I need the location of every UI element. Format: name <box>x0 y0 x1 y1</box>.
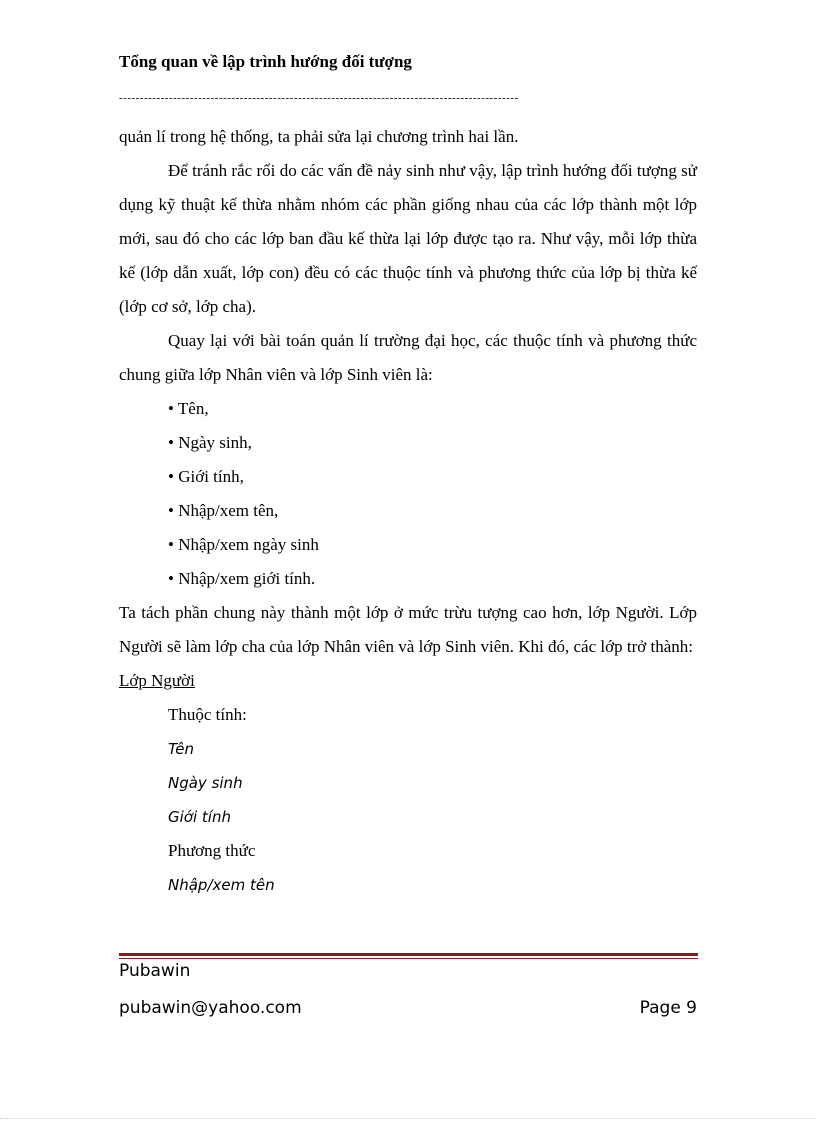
page-edge-divider <box>0 1118 816 1119</box>
footer-rule <box>119 953 698 959</box>
methods-label: Phương thức <box>168 841 256 860</box>
body-content <box>119 120 697 902</box>
bullet-item: • Nhập/xem giới tính. <box>168 569 316 588</box>
attribute-item: Ngày sinh <box>168 774 243 792</box>
bullet-item: • Nhập/xem ngày sinh <box>168 535 319 554</box>
method-item: Nhập/xem tên <box>168 876 275 894</box>
header-dashed-rule: ------------------------------------------------------------------------------------------------ <box>119 92 519 104</box>
page-number: Page 9 <box>639 998 697 1018</box>
paragraph-2: Để tránh rắc rối do các vấn đề nảy sinh như vậy, lập trình hướng đối tượng sử dụng kỹ thuật kế thừa nhằm nhóm các phần giống nhau của các lớp thành một lớp mới, sau đó cho các lớp ban đầu kế thừa lại lớp được tạo ra. Như vậy, mỗi lớp thừa kế (lớp dẫn xuất, lớp con) đều có các thuộc tính và phương thức của lớp bị thừa kế (lớp cơ sở, lớp cha). <box>119 161 697 316</box>
attribute-item: Tên <box>168 740 195 758</box>
footer-email: pubawin@yahoo.com <box>119 998 302 1018</box>
attributes-label: Thuộc tính: <box>168 705 247 724</box>
bullet-item: • Nhập/xem tên, <box>168 501 279 520</box>
paragraph-3: Quay lại với bài toán quản lí trường đại học, các thuộc tính và phương thức chung giữa lớp Nhân viên và lớp Sinh viên là: <box>119 331 697 384</box>
bullet-item: • Ngày sinh, <box>168 433 252 452</box>
paragraph-4: Ta tách phần chung này thành một lớp ở mức trừu tượng cao hơn, lớp Người. Lớp Người sẽ làm lớp cha của lớp Nhân viên và lớp Sinh viên. Khi đó, các lớp trở thành: <box>119 603 697 656</box>
footer-author: Pubawin <box>119 961 191 981</box>
bullet-item: • Giới tính, <box>168 467 244 486</box>
bullet-item: • Tên, <box>168 399 209 418</box>
page-header-title: Tổng quan về lập trình hướng đối tượng <box>119 52 412 71</box>
class-heading: Lớp Người <box>119 671 195 690</box>
attribute-item: Giới tính <box>168 808 231 826</box>
paragraph-1: quản lí trong hệ thống, ta phải sửa lại chương trình hai lần. <box>119 127 519 146</box>
